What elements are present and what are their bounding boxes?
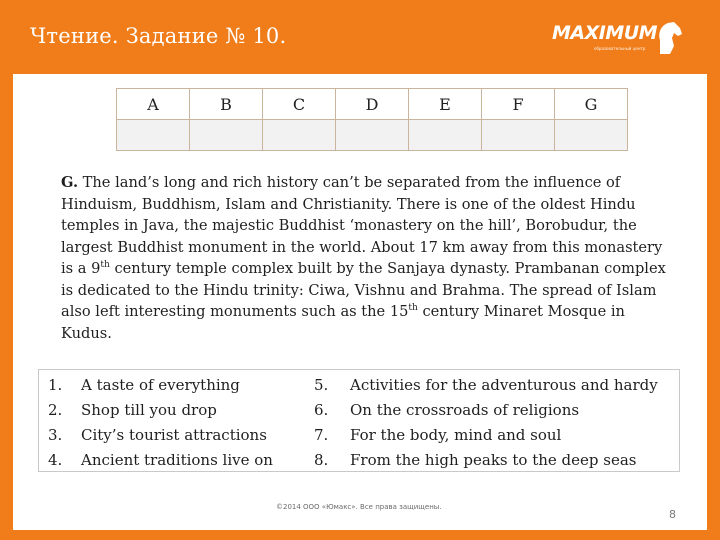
passage-letter: G. [61, 174, 79, 191]
answer-table [116, 88, 628, 151]
answer-cell-g[interactable] [555, 120, 628, 151]
answer-column-a: A [117, 89, 190, 120]
passage-sup-1: th [100, 260, 110, 271]
answer-column-c: C [263, 89, 336, 120]
heading-number: 3. [48, 426, 63, 444]
heading-item: For the body, mind and soul [350, 426, 562, 444]
page-number: 8 [669, 508, 676, 521]
heading-number: 5. [314, 376, 329, 394]
logo-tagline: образовательный центр [594, 46, 646, 51]
heading-item: Shop till you drop [81, 401, 217, 419]
answer-cell-f[interactable] [482, 120, 555, 151]
maximum-logo [552, 18, 692, 60]
heading-number: 4. [48, 451, 63, 469]
answer-cell-b[interactable] [190, 120, 263, 151]
answer-cell-c[interactable] [263, 120, 336, 151]
horse-head-icon [652, 20, 684, 56]
answer-column-b: B [190, 89, 263, 120]
answer-cell-d[interactable] [336, 120, 409, 151]
heading-number: 8. [314, 451, 329, 469]
answer-table-header-row [117, 89, 628, 120]
headings-list [38, 369, 680, 472]
passage-text-1: The land’s long and rich history can’t be separated from the influence of Hinduism, Buddhism, Islam and Christianity. There is one of the oldest Hindu temples in Java, the majestic Buddhist ‘monastery on the hill’, Borobudur, the largest Buddhist monument in the world. About 17 km away from this monastery is a 9 [61, 174, 663, 277]
passage-text-3: century Minaret Mosque in Kudus. [61, 303, 625, 342]
heading-number: 2. [48, 401, 63, 419]
heading-item: On the crossroads of religions [350, 401, 580, 419]
heading-item: Ancient traditions live on [81, 451, 273, 469]
page-title: Чтение. Задание № 10. [30, 24, 287, 48]
copyright-note: ©2014 ООО «Юмакс». Все права защищены. [276, 503, 442, 511]
passage-text-2: century temple complex built by the Sanjaya dynasty. Prambanan complex is dedicated to the Hindu trinity: Ciwa, Vishnu and Brahma. The spread of Islam also left interesting monuments such as the 15 [61, 260, 666, 320]
heading-number: 1. [48, 376, 63, 394]
heading-item: Activities for the adventurous and hardy [350, 376, 658, 394]
answer-column-f: F [482, 89, 555, 120]
answer-cell-e[interactable] [409, 120, 482, 151]
answer-table-input-row [117, 120, 628, 151]
heading-number: 6. [314, 401, 329, 419]
logo-wordmark: MAXIMUM [552, 22, 658, 44]
heading-number: 7. [314, 426, 329, 444]
heading-item: From the high peaks to the deep seas [350, 451, 637, 469]
answer-column-d: D [336, 89, 409, 120]
reading-passage [61, 172, 671, 344]
heading-item: City’s tourist attractions [81, 426, 267, 444]
answer-cell-a[interactable] [117, 120, 190, 151]
heading-item: A taste of everything [81, 376, 240, 394]
answer-column-e: E [409, 89, 482, 120]
passage-sup-2: th [408, 303, 418, 314]
answer-column-g: G [555, 89, 628, 120]
